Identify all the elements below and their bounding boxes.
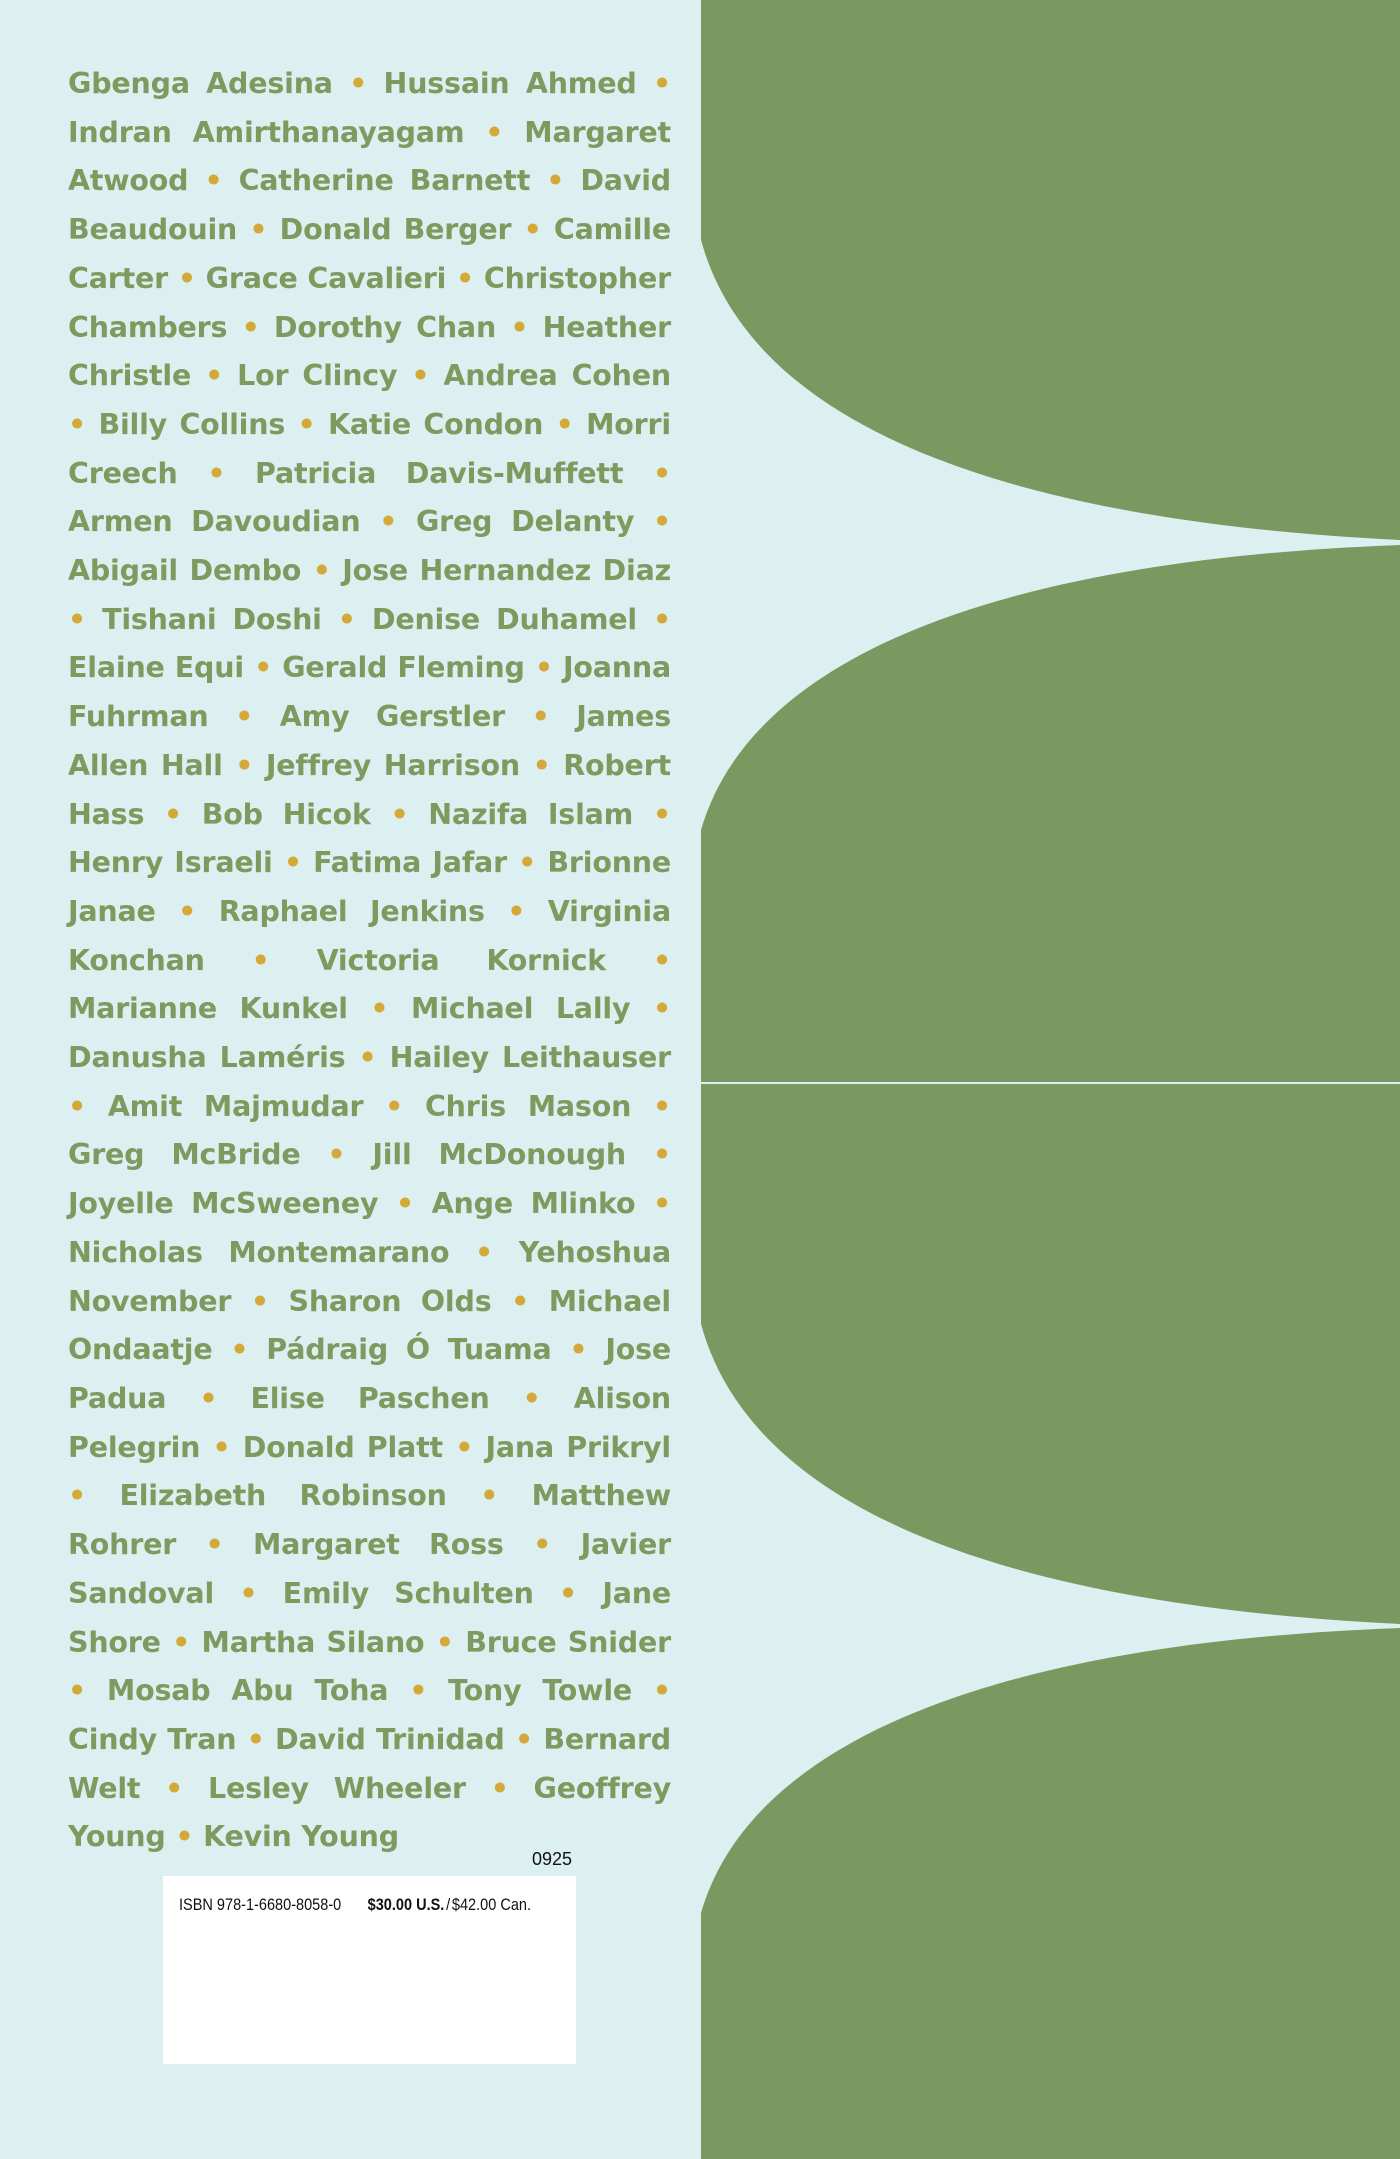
separator-dot: • bbox=[652, 1187, 672, 1221]
contributor-name: Katie Condon bbox=[327, 407, 544, 441]
separator-dot: • bbox=[178, 894, 197, 928]
contributor-name: Margaret Ross bbox=[252, 1528, 504, 1562]
contributor-name: Andrea Cohen bbox=[443, 359, 671, 393]
separator-dot: • bbox=[235, 700, 254, 734]
separator-dot: • bbox=[531, 700, 550, 734]
separator-dot: • bbox=[207, 456, 226, 490]
contributor-name: Lor Clincy bbox=[237, 359, 398, 393]
separator-dot: • bbox=[358, 1041, 377, 1075]
leaf-shape-3 bbox=[701, 1084, 1400, 1624]
isbn-number: ISBN 978-1-6680-8058-0 bbox=[179, 1896, 342, 1914]
contributor-name: Virginia Konchan bbox=[68, 894, 672, 977]
contributor-name: Elise Paschen bbox=[250, 1381, 490, 1415]
separator-dot: • bbox=[327, 1138, 346, 1172]
contributor-name: Matthew Rohrer bbox=[68, 1479, 671, 1562]
separator-dot: • bbox=[546, 164, 565, 198]
separator-dot: • bbox=[163, 797, 183, 831]
separator-dot: • bbox=[205, 359, 224, 393]
separator-dot: • bbox=[411, 359, 430, 393]
contributor-name: Amit Majmudar bbox=[107, 1089, 364, 1123]
price-separator: / bbox=[446, 1896, 451, 1914]
separator-dot: • bbox=[396, 1187, 415, 1221]
separator-dot: • bbox=[175, 1820, 194, 1854]
separator-dot: • bbox=[409, 1674, 428, 1708]
separator-dot: • bbox=[241, 310, 260, 344]
contributor-name: Yehoshua November bbox=[68, 1235, 671, 1318]
contributor-name: James Allen Hall bbox=[68, 700, 672, 782]
contributor-name: David Beaudouin bbox=[68, 164, 671, 247]
contributor-name: Bruce Snider bbox=[465, 1625, 671, 1659]
price-us: $30.00 U.S. bbox=[367, 1896, 445, 1914]
separator-dot: • bbox=[435, 1625, 454, 1659]
contributor-name: Lesley Wheeler bbox=[208, 1771, 466, 1805]
contributor-name: Joanna Fuhrman bbox=[68, 651, 672, 734]
separator-dot: • bbox=[523, 213, 542, 247]
contributor-name: David Trinidad bbox=[275, 1722, 505, 1756]
barcode-box bbox=[163, 1876, 576, 2064]
separator-dot: • bbox=[68, 1089, 87, 1123]
separator-dot: • bbox=[349, 67, 368, 100]
contributor-name: Chris Mason bbox=[424, 1089, 632, 1123]
contributor-name: Dorothy Chan bbox=[273, 310, 497, 344]
contributor-name: Amy Gerstler bbox=[279, 700, 505, 734]
separator-dot: • bbox=[204, 164, 223, 198]
contributor-name: Raphael Jenkins bbox=[218, 894, 485, 928]
separator-dot: • bbox=[652, 505, 671, 539]
separator-dot: • bbox=[177, 261, 196, 295]
contributor-name: Emily Schulten bbox=[282, 1576, 534, 1610]
contributor-name: Nazifa Islam bbox=[428, 797, 634, 831]
contributor-name: Jana Prikryl bbox=[485, 1430, 671, 1464]
contributor-name: Greg McBride bbox=[68, 1138, 301, 1172]
contributor-name: Joyelle McSweeney bbox=[68, 1187, 379, 1221]
contributor-name: Catherine Barnett bbox=[238, 164, 531, 198]
contributor-name: Christopher Chambers bbox=[68, 261, 671, 344]
isbn-price-line bbox=[179, 1896, 531, 1915]
contributor-name: Kevin Young bbox=[203, 1820, 399, 1854]
contributor-name: Jill McDonough bbox=[372, 1138, 627, 1172]
contributor-name: Danusha Laméris bbox=[68, 1041, 346, 1075]
price-code: 0925 bbox=[532, 1849, 573, 1869]
contributor-name: Hussain Ahmed bbox=[383, 67, 637, 100]
contributor-list bbox=[68, 60, 671, 1862]
separator-dot: • bbox=[68, 1479, 87, 1513]
contributor-name: Donald Berger bbox=[279, 213, 512, 247]
separator-dot: • bbox=[239, 1576, 258, 1610]
contributor-name: Brionne Janae bbox=[68, 846, 672, 928]
leaf-shape-1 bbox=[701, 0, 1400, 540]
separator-dot: • bbox=[652, 943, 671, 977]
contributor-name: Michael Lally bbox=[411, 992, 631, 1026]
separator-dot: • bbox=[555, 407, 574, 441]
separator-dot: • bbox=[569, 1333, 588, 1367]
separator-dot: • bbox=[297, 407, 316, 441]
separator-dot: • bbox=[490, 1771, 509, 1805]
contributor-name: Jane Shore bbox=[68, 1576, 671, 1659]
contributor-name: Mosab Abu Toha bbox=[106, 1674, 389, 1708]
separator-dot: • bbox=[251, 943, 270, 977]
separator-dot: • bbox=[172, 1625, 191, 1659]
contributor-name: Heather Christle bbox=[68, 310, 671, 393]
separator-dot: • bbox=[312, 554, 331, 588]
contributor-name: Hailey Leithauser bbox=[389, 1041, 671, 1075]
separator-dot: • bbox=[514, 1722, 533, 1756]
separator-dot: • bbox=[485, 115, 504, 149]
separator-dot: • bbox=[456, 261, 475, 295]
contributor-name: Patricia Davis-Muffett bbox=[255, 456, 624, 490]
contributor-name: Donald Platt bbox=[242, 1430, 443, 1464]
separator-dot: • bbox=[652, 1089, 671, 1123]
contributor-name: Camille Carter bbox=[68, 213, 671, 295]
leaf-shape-2 bbox=[701, 545, 1400, 1082]
contributor-name: Martha Silano bbox=[201, 1625, 425, 1659]
contributor-name: Bernard Welt bbox=[68, 1722, 671, 1805]
contributor-name: Elizabeth Robinson bbox=[119, 1479, 447, 1513]
contributor-name: Denise Duhamel bbox=[371, 602, 637, 636]
contributor-name: Gerald Fleming bbox=[282, 651, 525, 685]
separator-dot: • bbox=[212, 1430, 231, 1464]
contributor-name: Armen Davoudian bbox=[68, 505, 361, 539]
separator-dot: • bbox=[510, 310, 529, 344]
contributor-name: Margaret Atwood bbox=[68, 115, 671, 198]
separator-dot: • bbox=[230, 1333, 249, 1367]
contributor-name: Elaine Equi bbox=[68, 651, 244, 685]
separator-dot: • bbox=[652, 1674, 671, 1708]
separator-dot: • bbox=[558, 1576, 578, 1610]
contributor-name: Alison Pelegrin bbox=[68, 1381, 671, 1464]
separator-dot: • bbox=[337, 602, 356, 636]
contributor-name: Cindy Tran bbox=[68, 1722, 237, 1756]
separator-dot: • bbox=[235, 748, 254, 782]
separator-dot: • bbox=[652, 456, 671, 490]
separator-dot: • bbox=[199, 1381, 218, 1415]
separator-dot: • bbox=[370, 992, 389, 1026]
separator-dot: • bbox=[532, 748, 551, 782]
contributor-name: Jose Padua bbox=[68, 1333, 671, 1415]
leaf-shape-4 bbox=[701, 1628, 1400, 2159]
contributor-name: Nicholas Montemarano bbox=[68, 1235, 450, 1269]
contributor-name: Ange Mlinko bbox=[431, 1187, 636, 1221]
contributor-name: Jose Hernandez Diaz bbox=[342, 554, 672, 588]
contributor-name: Robert Hass bbox=[68, 748, 671, 831]
separator-dot: • bbox=[249, 213, 268, 247]
separator-dot: • bbox=[68, 1674, 87, 1708]
separator-dot: • bbox=[283, 846, 302, 880]
contributor-name: Indran Amirthanayagam bbox=[68, 115, 465, 149]
separator-dot: • bbox=[652, 602, 671, 636]
separator-dot: • bbox=[455, 1430, 474, 1464]
contributor-name: Marianne Kunkel bbox=[68, 992, 348, 1026]
contributor-name: Morri Creech bbox=[68, 407, 671, 490]
price-canada: $42.00 Can. bbox=[451, 1896, 532, 1914]
separator-dot: • bbox=[652, 1138, 671, 1172]
separator-dot: • bbox=[474, 1235, 493, 1269]
separator-dot: • bbox=[480, 1479, 499, 1513]
separator-dot: • bbox=[511, 1284, 530, 1318]
contributor-name: Henry Israeli bbox=[68, 846, 273, 880]
separator-dot: • bbox=[652, 992, 671, 1026]
contributor-name: Jeffrey Harrison bbox=[265, 748, 520, 782]
separator-dot: • bbox=[205, 1528, 224, 1562]
contributor-name: Fatima Jafar bbox=[313, 846, 507, 880]
separator-dot: • bbox=[165, 1771, 184, 1805]
separator-dot: • bbox=[250, 1284, 269, 1318]
separator-dot: • bbox=[246, 1722, 265, 1756]
separator-dot: • bbox=[379, 505, 398, 539]
contributor-name: Tishani Doshi bbox=[102, 602, 322, 636]
contributor-name: Gbenga Adesina bbox=[68, 67, 333, 100]
separator-dot: • bbox=[652, 67, 671, 100]
separator-dot: • bbox=[385, 1089, 404, 1123]
contributor-name: Greg Delanty bbox=[415, 505, 635, 539]
separator-dot: • bbox=[68, 602, 87, 636]
contributor-name: Geoffrey Young bbox=[68, 1771, 671, 1854]
contributor-name: Victoria Kornick bbox=[316, 943, 607, 977]
separator-dot: • bbox=[533, 1528, 552, 1562]
separator-dot: • bbox=[254, 651, 273, 685]
contributor-name: Abigail Dembo bbox=[68, 554, 302, 588]
separator-dot: • bbox=[518, 846, 537, 880]
contributor-name: Pádraig Ó Tuama bbox=[266, 1333, 552, 1367]
separator-dot: • bbox=[507, 894, 526, 928]
contributor-name: Billy Collins bbox=[98, 407, 286, 441]
contributor-name: Tony Towle bbox=[448, 1674, 633, 1708]
separator-dot: • bbox=[522, 1381, 541, 1415]
separator-dot: • bbox=[652, 797, 671, 831]
contributor-name: Sharon Olds bbox=[288, 1284, 492, 1318]
contributor-name: Javier Sandoval bbox=[68, 1528, 671, 1610]
separator-dot: • bbox=[390, 797, 409, 831]
contributor-name: Grace Cavalieri bbox=[205, 261, 447, 295]
separator-dot: • bbox=[68, 407, 87, 441]
contributor-name: Bob Hicok bbox=[201, 797, 371, 831]
contributor-name: Michael Ondaatje bbox=[68, 1284, 671, 1367]
separator-dot: • bbox=[534, 651, 553, 685]
